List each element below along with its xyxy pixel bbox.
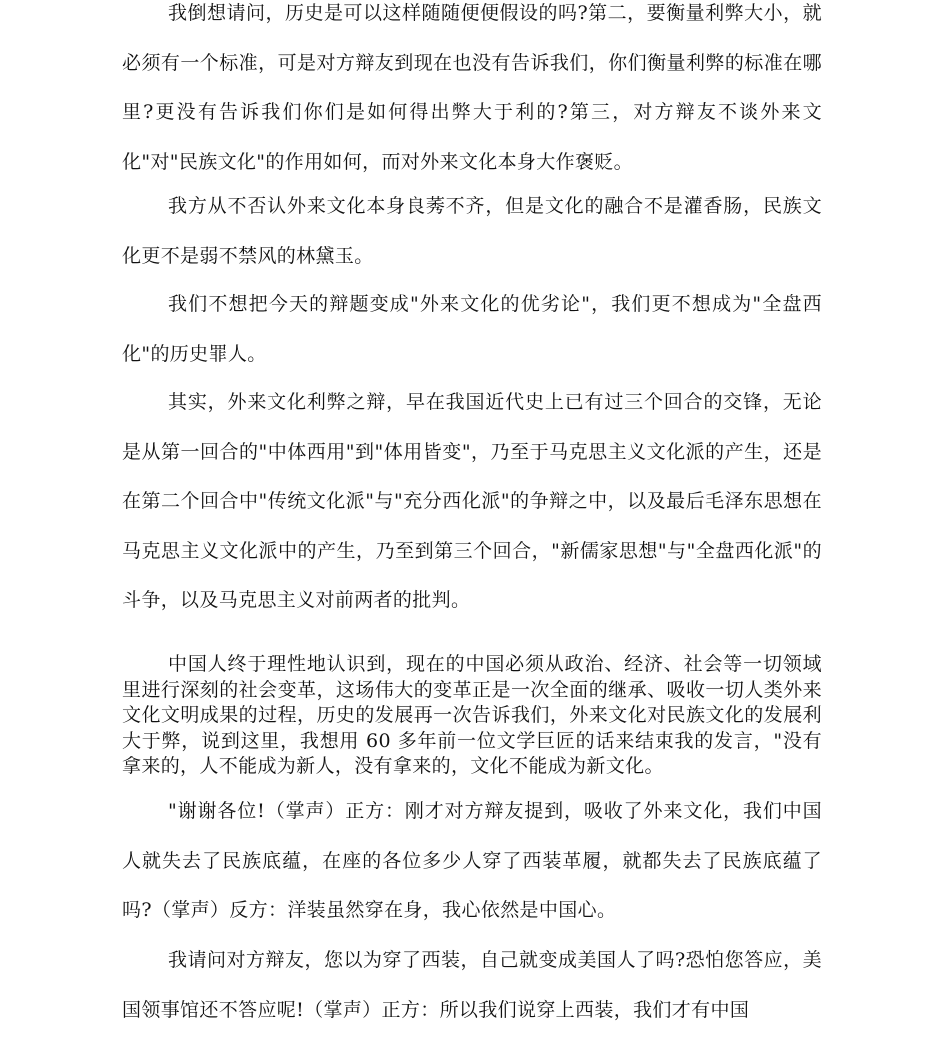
- paragraph-4: 其实，外来文化利弊之辩，早在我国近代史上已有过三个回合的交锋，无论是从第一回合的"中体西用"到"体用皆变"，乃至于马克思主义文化派的产生，还是在第二个回合中"传统文化派"与"充分西化派"的争辩之中，以及最后毛泽东思想在马克思主义文化派中的产生，乃至到第三个回合，"新儒家思想"与"全盘西化派"的斗争，以及马克思主义对前两者的批判。: [122, 391, 822, 611]
- paragraph-3: 我们不想把今天的辩题变成"外来文化的优劣论"，我们更不想成为"全盘西化"的历史罪人。: [122, 293, 822, 365]
- paragraph-6: "谢谢各位!（掌声）正方：刚才对方辩友提到，吸收了外来文化，我们中国人就失去了民族底蕴，在座的各位多少人穿了西装革履，就都失去了民族底蕴了吗?（掌声）反方：洋装虽然穿在身，我心依然是中国心。: [122, 800, 822, 921]
- paragraph-7: 我请问对方辩友，您以为穿了西装，自己就变成美国人了吗?恐怕您答应，美国领事馆还不答应呢!（掌声）正方：所以我们说穿上西装，我们才有中国: [122, 949, 822, 1021]
- paragraph-1: 我倒想请问，历史是可以这样随随便便假设的吗?第二，要衡量利弊大小，就必须有一个标准，可是对方辩友到现在也没有告诉我们，你们衡量利弊的标准在哪里?更没有告诉我们你们是如何得出弊大于利的?第三，对方辩友不谈外来文化"对"民族文化"的作用如何，而对外来文化本身大作褒贬。: [122, 2, 822, 173]
- paragraph-2: 我方从不否认外来文化本身良莠不齐，但是文化的融合不是灌香肠，民族文化更不是弱不禁风的林黛玉。: [122, 195, 822, 267]
- paragraph-5: 中国人终于理性地认识到，现在的中国必须从政治、经济、社会等一切领域里进行深刻的社会变革，这场伟大的变革正是一次全面的继承、吸收一切人类外来文化文明成果的过程，历史的发展再一次告诉我们，外来文化对民族文化的发展利大于弊，说到这里，我想用 60 多年前一位文学巨匠的话来结束我的发言，"没有拿来的，人不能成为新人，没有拿来的，文化不能成为新文化。: [122, 653, 822, 777]
